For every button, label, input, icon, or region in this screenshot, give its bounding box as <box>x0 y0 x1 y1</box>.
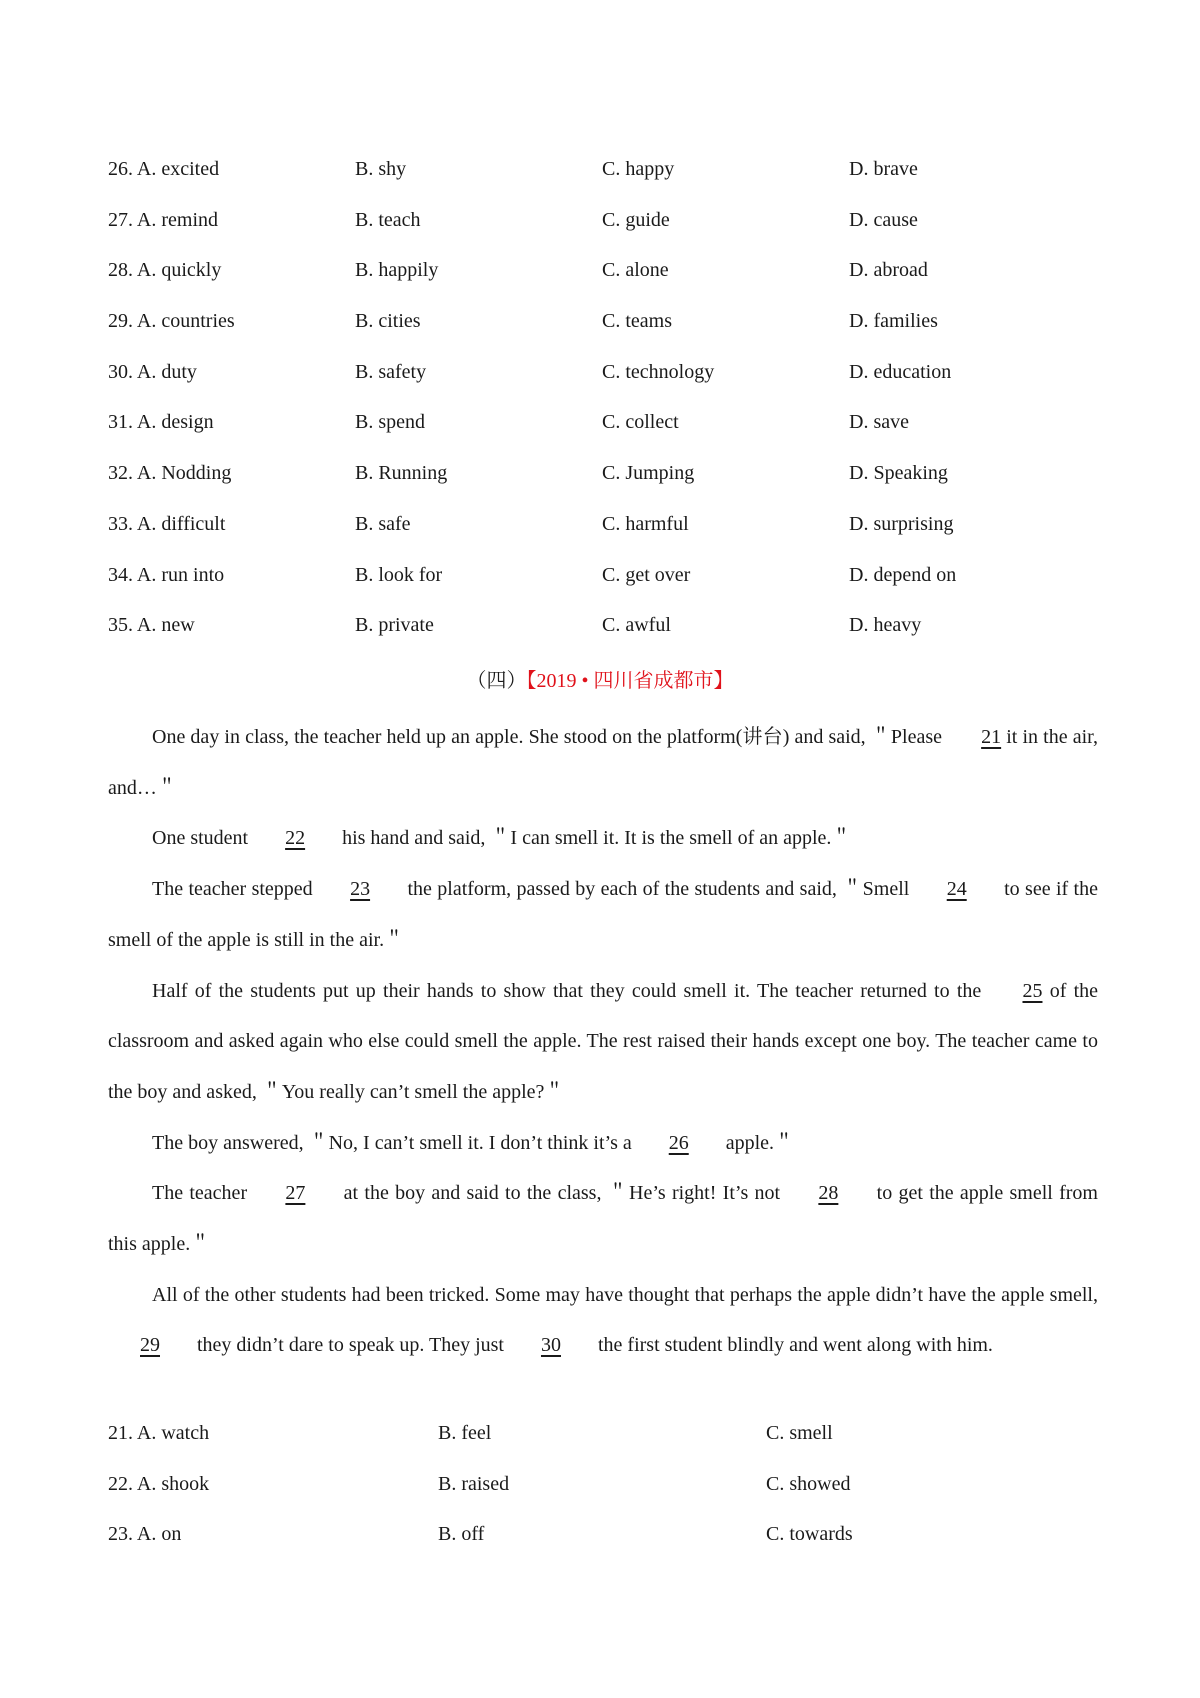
blank-25: 25 <box>1022 979 1043 1002</box>
option-a: 30. A. duty <box>108 360 197 383</box>
blank-28: 28 <box>818 1182 839 1205</box>
option-c: C. Jumping <box>602 462 695 485</box>
passage-paragraph: The boy answered, ＂No, I can’t smell it. I don’t think it’s a 26 apple.＂ <box>108 1118 1098 1169</box>
option-row <box>108 304 1098 355</box>
option-row <box>108 456 1098 507</box>
option-b: B. happily <box>355 259 439 282</box>
option-row <box>108 507 1098 558</box>
option-c: C. alone <box>602 259 669 282</box>
options-group-26-35 <box>108 152 1098 659</box>
option-c: C. collect <box>602 411 679 434</box>
option-c: C. showed <box>766 1472 851 1495</box>
option-a: 31. A. design <box>108 411 214 434</box>
option-a: 22. A. shook <box>108 1472 210 1495</box>
option-c: C. harmful <box>602 512 689 535</box>
section-heading <box>0 666 1200 696</box>
option-b: B. spend <box>355 411 425 434</box>
option-row <box>108 405 1098 456</box>
option-row <box>108 203 1098 254</box>
options-group-21-23 <box>108 1416 1098 1568</box>
option-a: 35. A. new <box>108 614 195 637</box>
option-row <box>108 1416 1098 1467</box>
option-a: 21. A. watch <box>108 1422 210 1444</box>
option-d: D. cause <box>849 208 918 231</box>
passage-paragraph: The teacher stepped 23 the platform, passed by each of the students and said, ＂Smell 24 to see if the smell of the apple is still in the air.＂ <box>108 864 1098 965</box>
section-label: （四） <box>466 670 527 692</box>
option-b: B. teach <box>355 208 421 231</box>
cloze-passage <box>108 712 1098 1371</box>
option-b: B. private <box>355 614 434 637</box>
option-b: B. look for <box>355 563 443 586</box>
option-b: B. Running <box>355 462 448 485</box>
blank-29: 29 <box>140 1334 160 1357</box>
section-source: 【2019 • 四川省成都市】 <box>526 670 734 692</box>
option-d: D. families <box>849 310 938 333</box>
option-c: C. awful <box>602 614 671 637</box>
option-d: D. brave <box>849 158 918 180</box>
blank-27: 27 <box>285 1182 306 1205</box>
option-b: B. safety <box>355 360 427 383</box>
option-b: B. safe <box>355 512 411 535</box>
blank-21: 21 <box>981 726 1002 748</box>
option-row <box>108 253 1098 304</box>
option-d: D. depend on <box>849 563 957 586</box>
option-c: C. happy <box>602 158 675 180</box>
blank-26: 26 <box>668 1131 689 1154</box>
option-b: B. feel <box>438 1422 492 1444</box>
passage-paragraph: The teacher 27 at the boy and said to the class, ＂He’s right! It’s not 28 to get the apple smell from this apple.＂ <box>108 1168 1098 1269</box>
option-c: C. guide <box>602 208 670 231</box>
option-d: D. heavy <box>849 614 922 637</box>
blank-24: 24 <box>946 878 967 901</box>
passage-paragraph: One day in class, the teacher held up an apple. She stood on the platform(讲台) and said, ＂Please 21 it in the air, and…＂ <box>108 712 1098 813</box>
option-c: C. smell <box>766 1422 833 1444</box>
option-a: 34. A. run into <box>108 563 225 586</box>
option-row <box>108 355 1098 406</box>
passage-paragraph: One student 22 his hand and said, ＂I can smell it. It is the smell of an apple.＂ <box>108 813 1098 864</box>
option-a: 29. A. countries <box>108 310 235 333</box>
option-d: D. abroad <box>849 259 928 282</box>
option-a: 32. A. Nodding <box>108 462 232 485</box>
passage-paragraph: Half of the students put up their hands to show that they could smell it. The teacher returned to the 25 of the classroom and asked again who else could smell the apple. The rest raised their hands except one boy. The teacher came to the boy and asked, ＂You really can’t smell the apple?＂ <box>108 966 1098 1118</box>
option-a: 23. A. on <box>108 1523 182 1546</box>
option-row <box>108 1517 1098 1568</box>
option-b: B. shy <box>355 158 407 180</box>
option-d: D. Speaking <box>849 462 948 485</box>
option-d: D. surprising <box>849 512 954 535</box>
option-c: C. get over <box>602 563 691 586</box>
option-b: B. raised <box>438 1472 510 1495</box>
option-c: C. teams <box>602 310 672 333</box>
option-row <box>108 608 1098 659</box>
option-row <box>108 1467 1098 1518</box>
option-b: B. cities <box>355 310 421 333</box>
option-a: 33. A. difficult <box>108 512 226 535</box>
option-b: B. off <box>438 1523 485 1546</box>
option-c: C. towards <box>766 1523 853 1546</box>
option-c: C. technology <box>602 360 715 383</box>
option-a: 26. A. excited <box>108 158 220 180</box>
option-a: 28. A. quickly <box>108 259 222 282</box>
option-row <box>108 152 1098 203</box>
blank-30: 30 <box>540 1334 561 1357</box>
option-d: D. save <box>849 411 909 434</box>
option-d: D. education <box>849 360 952 383</box>
option-a: 27. A. remind <box>108 208 218 231</box>
blank-23: 23 <box>350 878 371 901</box>
blank-22: 22 <box>285 827 306 850</box>
passage-paragraph: All of the other students had been tricked. Some may have thought that perhaps the apple didn’t have the apple smell, 29 they didn’t dare to speak up. They just 30 the first student blindly and went along with him. <box>108 1270 1098 1371</box>
option-row <box>108 558 1098 609</box>
